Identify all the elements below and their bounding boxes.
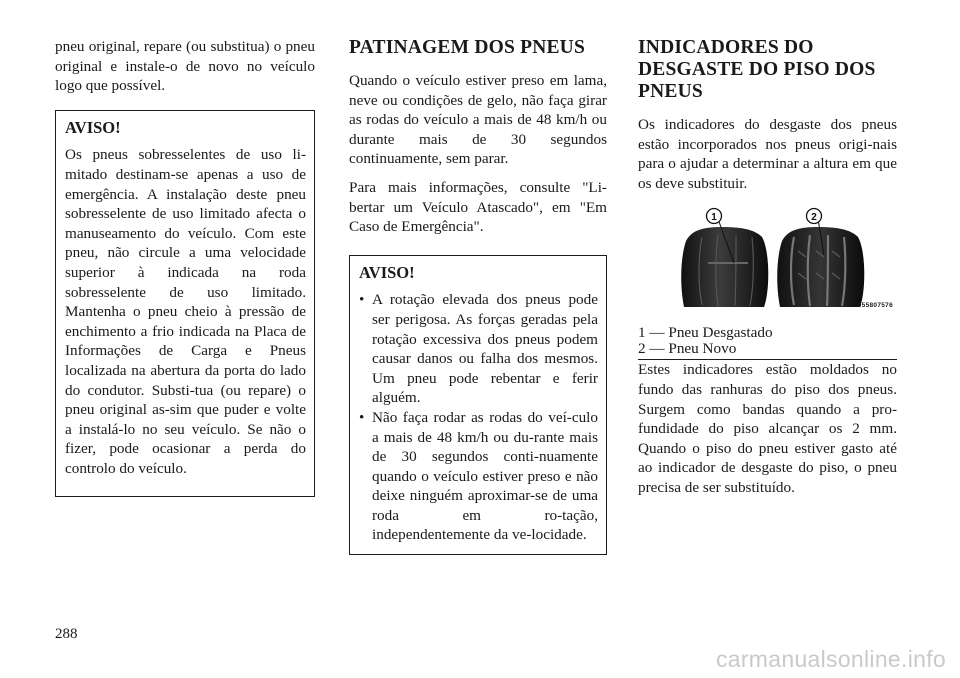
warning-text: Os pneus sobresselentes de uso li-mitado destinam-se apenas a uso de emergência. A instalação deste pneu sobresselente de uso limitado afecta o manuseamento do veículo. Com este pneu, não circule a uma velocidade superior à indicada na roda sobresselente de uso limitado. Mantenha o pneu cheio à pressão de enchimento a frio indicada na Placa de Informações de Carga e Pneus localizada na abertura da porta do lado do condutor. Substi-tua (ou repare) o pneu original as-sim que puder e volte a instalá-lo no seu veículo. Se não o fizer, pode ocasionar a perda do controlo do veículo. — [65, 146, 306, 477]
figure-code: 055807576 — [857, 301, 893, 309]
middle-column — [349, 37, 607, 555]
tread-paragraph-1: Os indicadores do desgaste dos pneus estão incorporados nos pneus origi-nais para o ajudar a determinar a altura em que os deve substituir. — [638, 116, 897, 192]
spinning-paragraph-2: Para mais informações, consulte "Li-bertar um Veículo Atascado", em "Em Caso de Emergência". — [349, 178, 607, 236]
section-heading-tread-wear-indicators: INDICADORES DO DESGASTE DO PISO DOS PNEUS — [638, 37, 876, 102]
tread-paragraph-2: Estes indicadores estão moldados no fundo das ranhuras do piso dos pneus. Surgem como bandas quando a pro-fundidade do piso alcançar os 2 mm. Quando o piso do pneu estiver gasto até ao indicador de desgaste do piso, o pneu precisa de ser substituído. — [638, 361, 897, 496]
callout-label-1: 1 — [711, 212, 717, 224]
warning-title: AVISO! — [359, 262, 415, 282]
warning-title: AVISO! — [65, 117, 121, 137]
new-tire-icon — [777, 227, 864, 307]
callout-label-2: 2 — [811, 212, 817, 224]
tire-comparison-illustration — [678, 207, 878, 313]
page-number: 288 — [55, 626, 78, 642]
spinning-paragraph-1: Quando o veículo estiver preso em lama, neve ou condições de gelo, não faça girar as rodas do veículo a mais de 48 km/h ou durante mais de 30 segundos continuamente, sem parar. — [349, 72, 607, 168]
watermark: carmanualsonline.info — [715, 646, 946, 672]
right-column — [638, 37, 897, 507]
warning-bullet-list — [359, 290, 598, 545]
warning-bullet: • A rotação elevada dos pneus pode ser perigosa. As forças geradas pela rotação excessiva dos pneus podem causar danos ou falha dos mesmos. Um pneu pode rebentar e ferir alguém. — [359, 290, 598, 408]
legend-item-2: 2 — Pneu Novo — [638, 340, 737, 358]
warning-box-tire-spinning — [349, 255, 607, 555]
section-heading-tire-spinning: PATINAGEM DOS PNEUS — [349, 37, 586, 58]
tire-wear-figure — [638, 207, 897, 325]
warning-bullet: • Não faça rodar as rodas do veí-culo a mais de 48 km/h ou du-rante mais de 30 segundos conti-nuamente quando o veículo estiver preso e não deixe ninguém aproximar-se de uma roda em ro-tação, independentemente da ve-locidade. — [359, 408, 598, 545]
legend-item-1: 1 — Pneu Desgastado — [638, 324, 773, 342]
figure-legend — [638, 325, 897, 360]
left-column — [55, 37, 315, 497]
intro-paragraph: pneu original, repare (ou substitua) o pneu original e instale-o de novo no veículo logo que possível. — [55, 38, 315, 95]
warning-box-spare-tire — [55, 110, 315, 498]
